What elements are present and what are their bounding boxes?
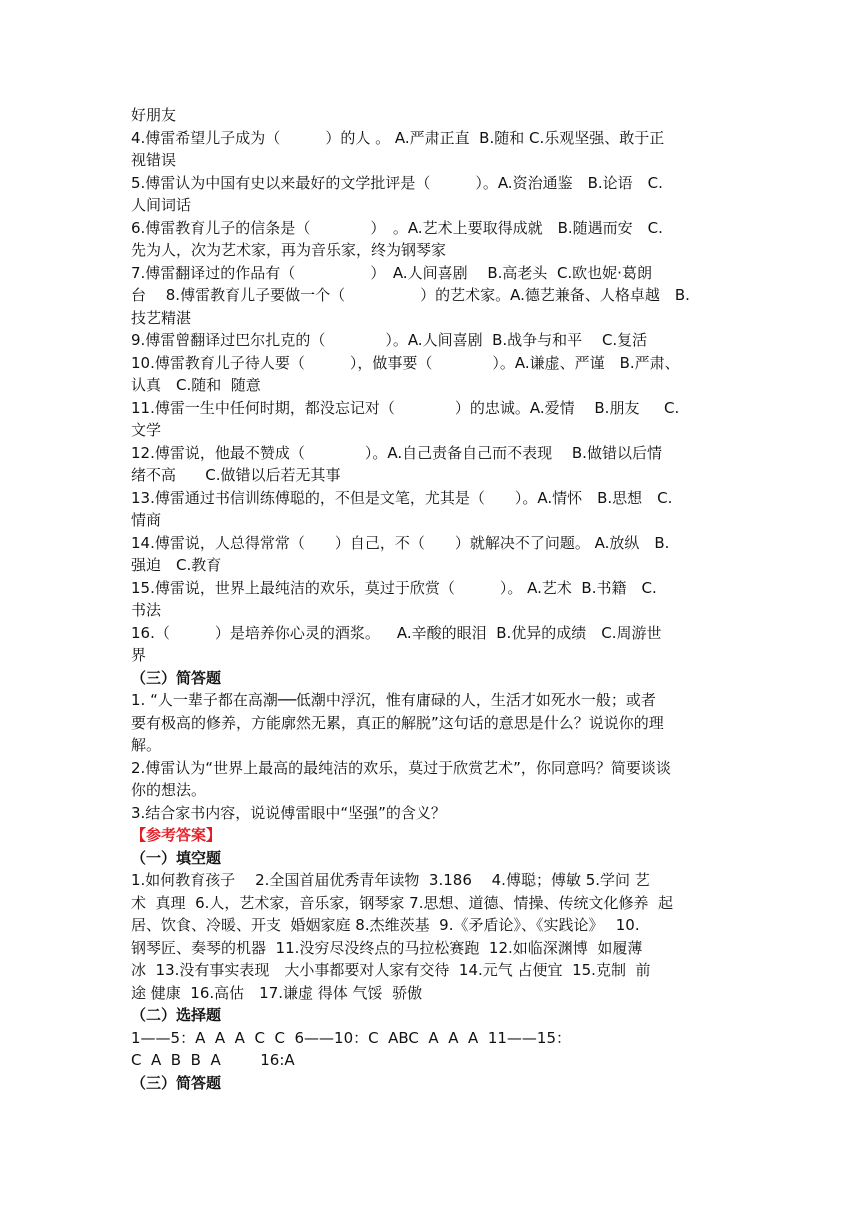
text-line: 7.傅雷翻译过的作品有（ ） A.人间喜剧 B.高老头 C.欧也妮·葛朗: [131, 263, 652, 282]
text-line: 16.（ ）是培养你心灵的酒浆。 A.辛酸的眼泪 B.优异的成绩 C.周游世: [131, 623, 662, 642]
section-heading: （二）选择题: [131, 1006, 222, 1024]
text-line: 10.傅雷教育儿子待人要（ ），做事要（ ）。A.谦虚、严谨 B.严肃、: [131, 353, 680, 372]
text-line: 认真 C.随和 随意: [131, 376, 261, 394]
text-line: 钢琴匠、奏琴的机器 11.没穷尽没终点的马拉松赛跑 12.如临深渊博 如履薄: [131, 938, 643, 957]
text-line: 13.傅雷通过书信训练傅聪的，不但是文笔，尤其是（ ）。A.情怀 B.思想 C.: [131, 488, 673, 507]
text-line: 你的想法。: [131, 781, 207, 799]
text-line: 要有极高的修养，方能廓然无累，真正的解脱”这句话的意思是什么？说说你的理: [131, 713, 664, 732]
text-line: 12.傅雷说，他最不赞成（ ）。A.自己责备自己而不表现 B.做错以后情: [131, 443, 662, 462]
text-line: 强迫 C.教育: [131, 556, 222, 574]
text-line: 1. “人一辈子都在高潮──低潮中浮沉，惟有庸碌的人，生活才如死水一般；或者: [131, 691, 656, 709]
text-line: 途 健康 16.高估 17.谦虚 得体 气馁 骄傲: [131, 983, 423, 1002]
text-line: 3.结合家书内容，说说傅雷眼中“坚强”的含义？: [131, 803, 446, 822]
text-line: 15.傅雷说，世界上最纯洁的欢乐，莫过于欣赏（ ）。 A.艺术 B.书籍 C.: [131, 578, 657, 597]
text-line: 5.傅雷认为中国有史以来最好的文学批评是（ ）。A.资治通鉴 B.论语 C.: [131, 173, 663, 192]
text-line: 4.傅雷希望儿子成为（ ）的人 。 A.严肃正直 B.随和 C.乐观坚强、敢于正: [131, 128, 665, 147]
text-line: 术 真理 6.人，艺术家，音乐家，钢琴家 7.思想、道德、情操、传统文化修养 起: [131, 893, 674, 912]
text-line: 11.傅雷一生中任何时期，都没忘记对（ ）的忠诚。A.爱情 B.朋友 C.: [131, 398, 680, 417]
text-line: 技艺精湛: [131, 308, 192, 327]
section-heading: （三）简答题: [131, 1073, 222, 1092]
text-line: 情商: [131, 511, 162, 529]
text-line: 1.如何教育孩子 2.全国首届优秀青年读物 3.186 4.傅聪；傅敏 5.学问 艺: [131, 871, 650, 889]
text-line: 界: [131, 646, 147, 664]
text-line: 书法: [131, 601, 162, 619]
text-line: 视错误: [131, 151, 177, 169]
section-heading: （三）简答题: [131, 668, 222, 687]
text-line: 2.傅雷认为“世界上最高的最纯洁的欢乐，莫过于欣赏艺术”，你同意吗？简要谈谈: [131, 758, 671, 777]
text-line: 绪不高 C.做错以后若无其事: [131, 466, 341, 484]
text-line: 人间词话: [131, 196, 192, 214]
text-line: C A B B A 16:A: [131, 1051, 295, 1069]
text-line: 先为人，次为艺术家，再为音乐家，终为钢琴家: [131, 241, 447, 259]
section-heading: （一）填空题: [131, 848, 222, 867]
text-line: 解。: [131, 736, 162, 754]
text-line: 文学: [131, 421, 162, 439]
document-body: [131, 104, 731, 1094]
text-line: 好朋友: [131, 106, 177, 124]
text-line: 6.傅雷教育儿子的信条是（ ） 。A.艺术上要取得成就 B.随遇而安 C.: [131, 218, 663, 237]
text-line: 居、饮食、冷暖、开支 婚姻家庭 8.杰维茨基 9.《矛盾论》、《实践论》 10.: [131, 916, 640, 934]
text-line: 冰 13.没有事实表现 大小事都要对人家有交待 14.元气 占便宜 15.克制 前: [131, 961, 651, 979]
text-line: 1——5：A A A C C 6——10：C ABC A A A 11——15：: [131, 1028, 572, 1047]
text-line: 14.傅雷说，人总得常常（ ）自己，不（ ）就解决不了问题。 A.放纵 B.: [131, 533, 670, 552]
text-line: 台 8.傅雷教育儿子要做一个（ ）的艺术家。A.德艺兼备、人格卓越 B.: [131, 286, 690, 304]
text-line: 9.傅雷曾翻译过巴尔扎克的（ ）。A.人间喜剧 B.战争与和平 C.复活: [131, 331, 648, 349]
answer-key-heading: 【参考答案】: [131, 826, 222, 844]
